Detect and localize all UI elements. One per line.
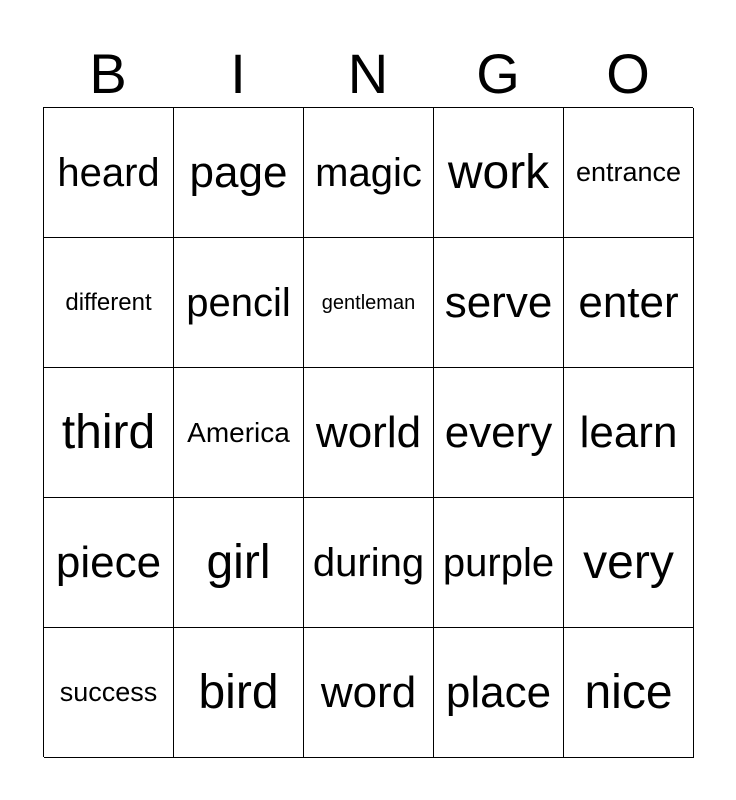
header-letter-o: O — [606, 42, 650, 105]
bingo-cell[interactable] — [564, 108, 694, 238]
cell-word: enter — [578, 277, 679, 327]
cell-word: magic — [315, 150, 422, 195]
bingo-cell[interactable] — [174, 368, 304, 498]
bingo-cell[interactable] — [174, 498, 304, 628]
bingo-cell[interactable] — [434, 238, 564, 368]
cell-word: nice — [584, 665, 673, 719]
bingo-cell[interactable] — [44, 498, 174, 628]
bingo-card — [43, 107, 693, 757]
cell-word: girl — [206, 535, 271, 589]
bingo-cell[interactable] — [564, 238, 694, 368]
bingo-cell[interactable] — [44, 108, 174, 238]
bingo-header — [43, 42, 693, 106]
cell-word: bird — [198, 665, 279, 719]
cell-word: during — [312, 540, 425, 585]
cell-word: serve — [444, 277, 553, 327]
header-letter-g: G — [476, 42, 520, 105]
cell-word: learn — [579, 407, 678, 457]
cell-word: pencil — [186, 280, 291, 325]
bingo-cell[interactable] — [564, 628, 694, 758]
bingo-cell[interactable] — [434, 498, 564, 628]
bingo-cell[interactable] — [44, 368, 174, 498]
bingo-cell[interactable] — [304, 628, 434, 758]
bingo-cell[interactable] — [434, 368, 564, 498]
cell-word: America — [187, 416, 290, 448]
bingo-cell[interactable] — [44, 238, 174, 368]
bingo-cell[interactable] — [304, 238, 434, 368]
cell-word: every — [444, 407, 553, 457]
bingo-cell[interactable] — [174, 238, 304, 368]
cell-word: place — [445, 667, 552, 717]
bingo-cell[interactable] — [304, 368, 434, 498]
bingo-cell[interactable] — [434, 628, 564, 758]
bingo-cell[interactable] — [174, 628, 304, 758]
header-letter-b: B — [89, 42, 127, 105]
cell-word: third — [61, 405, 156, 459]
bingo-cell[interactable] — [304, 498, 434, 628]
cell-word: different — [65, 288, 152, 316]
cell-word: heard — [57, 150, 160, 195]
cell-word: page — [189, 147, 288, 197]
cell-word: success — [59, 677, 158, 707]
bingo-cell[interactable] — [304, 108, 434, 238]
bingo-cell[interactable] — [564, 498, 694, 628]
cell-word: word — [320, 667, 417, 717]
cell-word: work — [447, 145, 550, 199]
cell-word: very — [583, 535, 674, 589]
header-letter-i: I — [230, 42, 246, 105]
cell-word: world — [315, 407, 422, 457]
bingo-cell[interactable] — [434, 108, 564, 238]
cell-word: gentleman — [321, 291, 416, 314]
bingo-cell[interactable] — [44, 628, 174, 758]
bingo-cell[interactable] — [174, 108, 304, 238]
cell-word: purple — [442, 540, 555, 585]
bingo-cell[interactable] — [564, 368, 694, 498]
header-letter-n: N — [347, 42, 389, 105]
cell-word: entrance — [575, 157, 682, 187]
cell-word: piece — [55, 537, 162, 587]
